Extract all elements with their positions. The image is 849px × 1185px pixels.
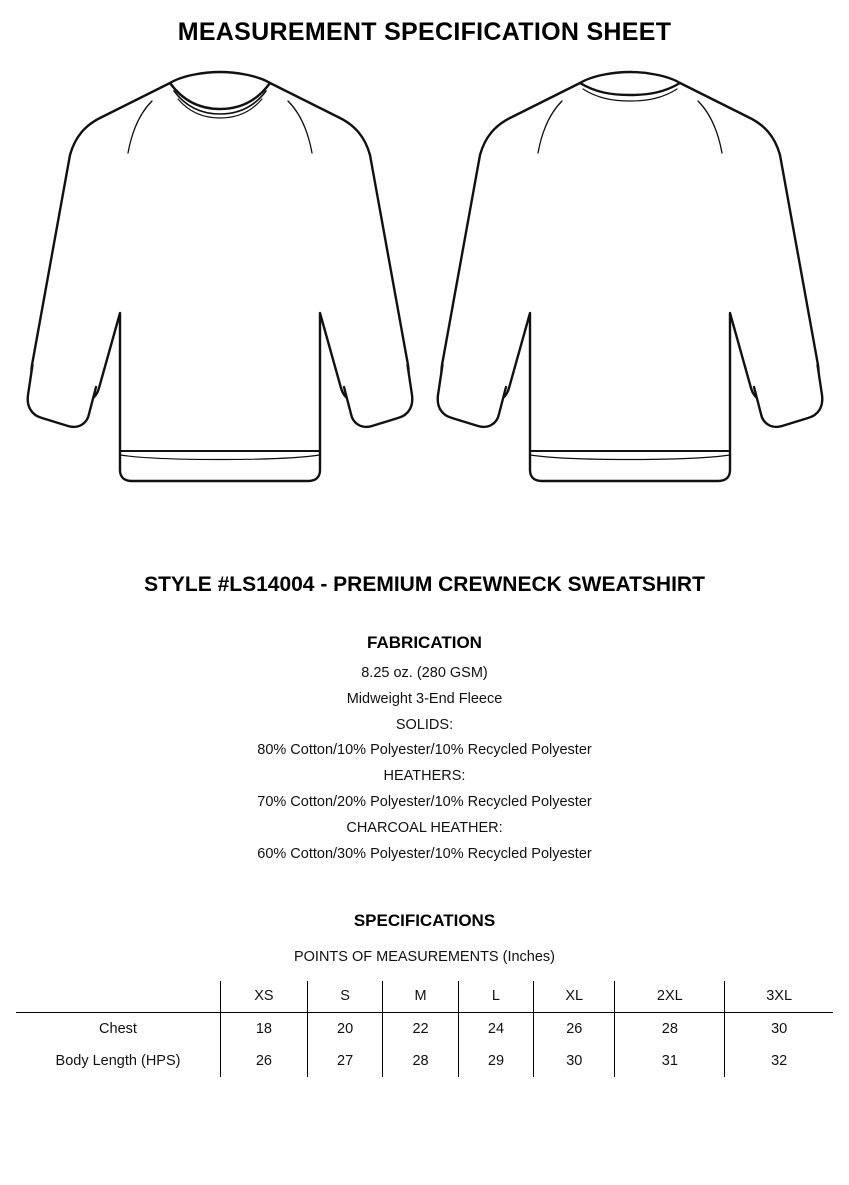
table-header-size: S [307,981,382,1013]
measurement-value: 27 [307,1045,382,1077]
table-row [16,1013,833,1046]
sweatshirt-front-view [20,65,420,495]
measurement-value: 26 [534,1013,615,1046]
measurement-name: Body Length (HPS) [55,1053,181,1070]
measurement-value: 26 [221,1045,308,1077]
measurement-value: 29 [458,1045,533,1077]
table-header-row [16,981,833,1013]
measurement-value: 31 [615,1045,725,1077]
fabrication-line: 8.25 oz. (280 GSM) [361,665,488,681]
style-number-title: STYLE #LS14004 - PREMIUM CREWNECK SWEATSHIRT [144,573,705,596]
measurement-value: 28 [383,1045,458,1077]
table-header-size: M [383,981,458,1013]
technical-flats [0,65,849,495]
fabrication-line: 70% Cotton/20% Polyester/10% Recycled Polyester [257,793,592,810]
table-corner-cell [16,981,221,1013]
table-header-size: 2XL [615,981,725,1013]
fabrication-line: SOLIDS: [395,716,454,733]
sweatshirt-back-view [430,65,830,495]
measurement-name: Chest [99,1021,137,1038]
measurement-value: 18 [221,1013,308,1046]
measurements-table [16,981,833,1077]
table-header-size: L [458,981,533,1013]
table-row [16,1045,833,1077]
measurement-value: 32 [725,1045,833,1077]
fabrication-details [0,661,849,867]
fabrication-heading: FABRICATION [367,633,482,652]
measurement-value: 30 [534,1045,615,1077]
measurement-value: 22 [383,1013,458,1046]
page-title: MEASUREMENT SPECIFICATION SHEET [177,18,672,46]
measurement-value: 20 [307,1013,382,1046]
measurement-value: 30 [725,1013,833,1046]
measurement-value: 28 [615,1013,725,1046]
fabrication-line: CHARCOAL HEATHER: [346,819,503,836]
measurement-value: 24 [458,1013,533,1046]
size-table-wrapper [0,981,849,1077]
points-of-measurement-label: POINTS OF MEASUREMENTS (Inches) [293,949,556,966]
fabrication-line: Midweight 3-End Fleece [346,690,503,707]
fabrication-line: HEATHERS: [383,768,466,785]
table-header-size: XL [534,981,615,1013]
table-header-size: 3XL [725,981,833,1013]
fabrication-line: 60% Cotton/30% Polyester/10% Recycled Polyester [257,845,592,862]
specifications-heading: SPECIFICATIONS [353,911,496,931]
spec-sheet-page [0,18,849,1185]
table-header-size: XS [221,981,308,1013]
fabrication-line: 80% Cotton/10% Polyester/10% Recycled Polyester [257,742,592,759]
